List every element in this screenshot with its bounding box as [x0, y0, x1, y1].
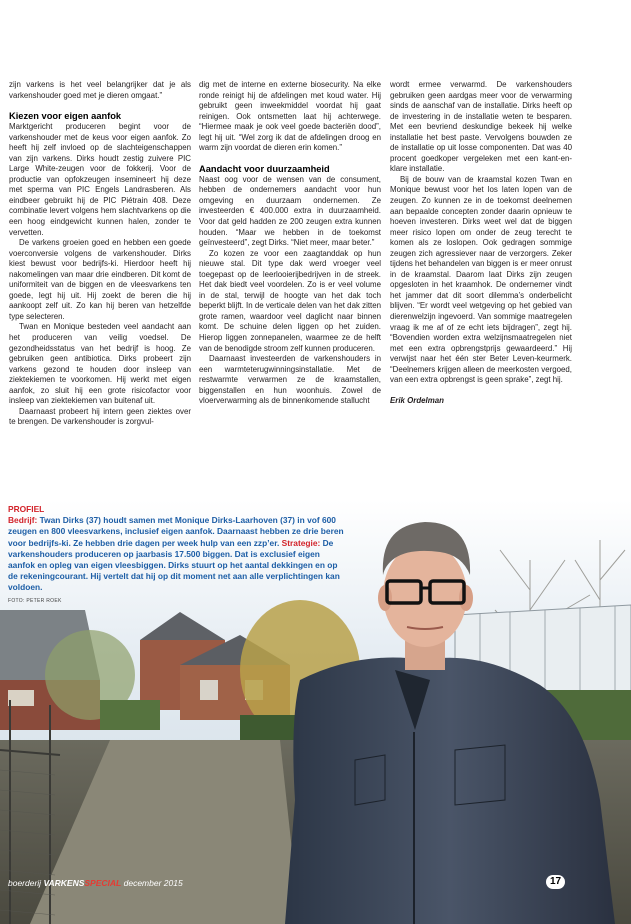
profile-title: PROFIEL: [8, 504, 45, 514]
paragraph: Daarnaast investeerden de varkenshouders in een warmteterugwinningsinstallatie. Met de restwarmte verwarmen ze de kraamstallen, biggenstallen en hun woonhuis. Zowel de vloerverwarming als de binnenkomende stallucht: [199, 354, 381, 406]
profile-text-bedrijf: Twan Dirks (37) houdt samen met Monique Dirks-Laarhoven (37) in vof 600 zeugen en 800 vleesvarkens, inclusief eigen aanfok. Daarnaast hebben ze drie beren voor bedrijfs-ki. Ze hebben drie dagen per week hulp van een zzp’er.: [8, 515, 344, 548]
section-heading-aanfok: Kiezen voor eigen aanfok: [9, 111, 122, 122]
paragraph: Zo kozen ze voor een zaagtanddak op hun nieuwe stal. Dit type dak werd vroeger veel toegepast op de leerlooierijbedrijven in de streek. Het dak biedt veel voordelen. Zo is er veel volume in de stal, terwijl de hoogte van het dak toch beperkt blijft. In de verticale delen van het dak zitten grote ramen, waardoor veel daglicht naar binnen komt. De schuine delen liggen op het zuiden. Hierop liggen zonnepanelen, waarmee ze de helft van de benodigde stroom zelf kunnen produceren.: [199, 248, 381, 353]
paragraph: dig met de interne en externe biosecurity. Na elke ronde reinigt hij de afdelingen met koud water. Hij gebruikt geen inweekmiddel voordat hij gaat reinigen. Ook ontsmetten laat hij achterwege. “Hiermee maak je ook veel goede bacteriën dood”, legt hij uit. “Wel zorg ik dat de afdelingen droog en warm zijn voordat de dieren erin komen.”: [199, 80, 381, 153]
article-column-2: [199, 80, 381, 407]
section-name: VARKENS: [43, 878, 85, 888]
paragraph: Bij de bouw van de kraamstal kozen Twan en Monique bewust voor het los laten lopen van de zeugen. Zo kunnen ze in de toekomst deelnemen aan bepaalde concepten zonder daarin opnieuw te hoeven investeren. Dirks weet wel dat de biggen meer risico lopen om onder de zeug terecht te komen als ze loslopen. Ook gedragen sommige zeugen zich agressiever naar de verzorgers. Zeker tijdens het behandelen van biggen is er meer onrust in de kraamstal. Daarom laat Dirks zijn zeugen opgesloten in het kraamhok. De ondernemer vindt het jammer dat dit soort dilemma’s onderbelicht blijven. “Er wordt veel wetgeving op het gebied van dierenwelzijn ingevoerd. Van sommige maatregelen vraag ik me af of ze echt iets bijdragen”, zegt hij. “Bovendien worden extra welzijnsmaatregelen niet met een extra opbrengstprijs gewaardeerd.” Hij verwijst naar het één ster Beter Leven-keurmerk. “Deelnemers krijgen alleen de meerkosten vergoed, van een extra opbrengst is geen sprake”, zegt hij.: [390, 174, 572, 385]
article-column-1: [9, 80, 191, 428]
article-column-3: [390, 80, 572, 406]
author-byline: Erik Ordelman: [390, 395, 444, 405]
paragraph: wordt ermee verwarmd. De varkenshouders gebruiken geen aardgas meer voor de verwarming sinds de aanschaf van de installatie. Dirks heeft op de investering in de installatie weten te besparen. Met een bevriend deskundige bekeek hij welke installatie het best paste. Vervolgens bouwden ze de installatie op uit losse componenten. Dat was 40 procent goedkoper vergeleken met een kant-en-klare installatie.: [390, 80, 572, 174]
paragraph: Twan en Monique besteden veel aandacht aan het produceren van veilig voedsel. De gezondheidsstatus van het bedrijf is hoog. Ze gebruiken geen antibiotica. Dirks probeert zijn varkens gezond te houden door insleep van ziektekiemen te voorkomen. Hij werkt met eigen aanfok, zo sluit hij een grote risicofactor voor insleep van ziektekiemen van buitenaf uit.: [9, 322, 191, 406]
section-heading-duurzaamheid: Aandacht voor duurzaamheid: [199, 163, 330, 174]
issue-date: december 2015: [123, 878, 183, 888]
page-footer: [8, 878, 183, 888]
publication-name: boerderij: [8, 878, 42, 888]
profile-text: [8, 515, 348, 593]
profile-text-strategie: De varkenshouders produceren op jaarbasis 17.500 biggen. Dat is exclusief eigen aanfok en opleg van eigen vleesbiggen. Dirks stuurt op het aantal dekkingen en op de rekeningcourant. Hij vertelt dat hij op dit moment net aan alle verplichtingen kan voldoen.: [8, 537, 340, 593]
profile-label-strategie: Strategie:: [281, 537, 321, 548]
paragraph: Naast oog voor de wensen van de consument, hebben de ondernemers aandacht voor hun omgeving en duurzaam ondernemen. Ze investeerden € 400.000 extra in duurzaamheid. Voor dat geld hadden ze 200 zeugen extra kunnen houden. “Maar we hebben in de toekomst geïnvesteerd”, zegt Dirks. “Niet meer, maar beter.”: [199, 174, 381, 248]
paragraph: Marktgericht produceren begint voor de varkenshouder met de keus voor eigen aanfok. Zo heeft hij zelf invloed op de slachteigenschappen van zijn varkens. Dirks houdt zestig zuivere PIC Large White-zeugen voor de fokkerij. Voor de productie van opfokzeugen insemineert hij deze met sperma van PIC Engels Landrasberen. Als eindbeer gebruikt hij de PIC Piétrain 408. Deze combinatie levert volgens hem slachtvarkens op die een hoog eindgewicht kunnen halen, zonder te vervetten.: [9, 122, 191, 237]
paragraph: Daarnaast probeert hij intern geen ziektes over te brengen. De varkenshouder is zorgvul-: [9, 406, 191, 427]
paragraph: zijn varkens is het veel belangrijker dat je als varkenshouder goed met je dieren omgaat.”: [9, 80, 191, 100]
photo-credit: FOTO: PETER ROEK: [8, 597, 62, 604]
page-number: 17: [546, 875, 565, 889]
section-suffix: SPECIAL: [84, 878, 122, 888]
profile-label-bedrijf: Bedrijf:: [8, 515, 38, 526]
paragraph: De varkens groeien goed en hebben een goede voerconversie volgens de varkenshouder. Dirks kiest bewust voor bedrijfs-ki. Hierdoor heeft hij nakomelingen van maar drie eindberen. Dit komt de uniformiteit van de biggen en de vleesvarkens ten goede, legt hij uit. Hij zoekt de beren die hij aankoopt zelf uit. Zo kan hij beren van hetzelfde type selecteren.: [9, 238, 191, 321]
profile-box: [8, 504, 348, 607]
